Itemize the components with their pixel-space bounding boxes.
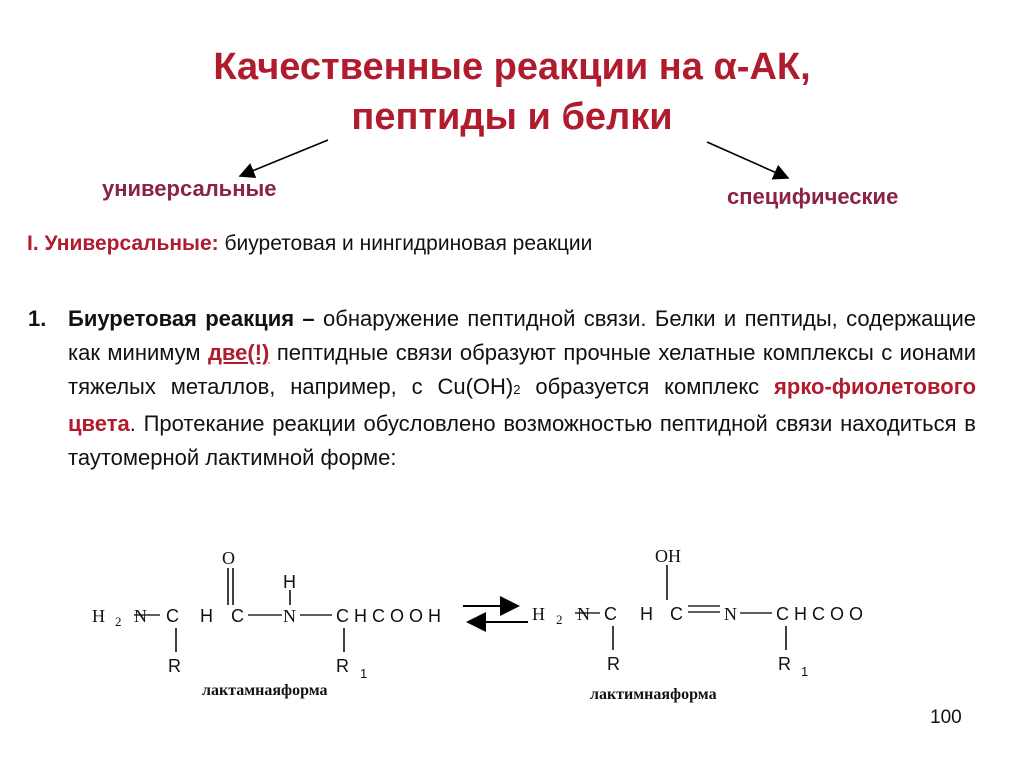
- lactim-form-name: лактимнаяформа: [590, 686, 717, 703]
- emphasis-color: ярко-фиолетового цвета: [68, 374, 977, 436]
- page-number: 100: [930, 707, 962, 728]
- paragraph-body: Биуретовая реакция – обнаружение пептидной связи. Белки и пептиды, содержащие как минимум две(!) пептидные связи образуют прочные хелатные комплексы с ионами тяжелых металлов, например, с Cu(OH)2 образуется комплекс ярко-фиолетового цвета. Протекание реакции обусловлено возможностью пептидной связи находиться в таутомерной лактимной форме:: [68, 306, 977, 470]
- arrow-to-universal: [240, 140, 328, 176]
- section-heading: [27, 232, 592, 256]
- section-text: биуретовая и нингидриновая реакции: [218, 232, 593, 255]
- arrow-to-specific: [707, 142, 788, 178]
- paragraph-number: 1.: [28, 306, 47, 331]
- category-universal: универсальные: [102, 176, 277, 201]
- term-biuret: Биуретовая реакция –: [68, 306, 315, 331]
- section-label: I. Универсальные:: [27, 232, 219, 255]
- category-specific: специфические: [727, 184, 899, 209]
- paragraph-biuret: [28, 302, 976, 475]
- title-line-1: Качественные реакции на α-АК,: [213, 46, 811, 88]
- title-line-2: пептиды и белки: [351, 96, 673, 138]
- lactam-form-name: лактамнаяформа: [202, 682, 328, 699]
- emphasis-two: две(!): [207, 340, 270, 365]
